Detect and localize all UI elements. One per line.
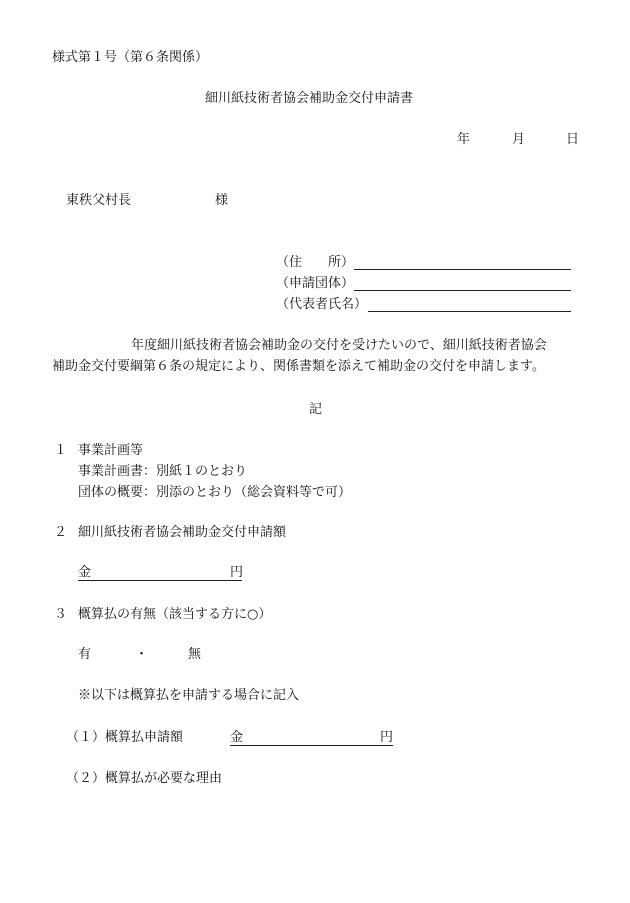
addressee-honorific: 様: [215, 193, 229, 208]
section-1-number: １: [54, 443, 68, 458]
section-2-amount-field[interactable]: [78, 580, 242, 581]
applicant-group-label: （申請団体）: [276, 276, 355, 291]
body-line-2: 補助金交付要綱第６条の規定により、関係書類を添えて補助金の交付を申請します。: [52, 359, 545, 374]
sub-2-label: （２）概算払が必要な理由: [66, 771, 223, 786]
section-1-item-1: 事業計画書：別紙１のとおり: [78, 464, 248, 479]
date-month-label: 月: [512, 132, 526, 147]
estimated-payment-note: ※以下は概算払を申請する場合に記入: [78, 688, 300, 703]
date-day-label: 日: [566, 132, 580, 147]
sub-1-amount-suffix: 円: [380, 730, 394, 745]
sub-1-label: （１）概算払申請額: [66, 730, 184, 745]
option-no[interactable]: 無: [188, 647, 202, 662]
section-2-title: 細川紙技術者協会補助金交付申請額: [78, 525, 287, 540]
option-yes[interactable]: 有: [78, 647, 92, 662]
addressee-name: 東秩父村長: [66, 193, 132, 208]
applicant-address-label: （住 所）: [276, 255, 355, 270]
sub-1-amount-field[interactable]: [230, 745, 393, 746]
date-year-label: 年: [457, 132, 471, 147]
applicant-rep-label: （代表者氏名）: [276, 297, 368, 312]
section-2-amount-suffix: 円: [230, 565, 244, 580]
applicant-rep-field[interactable]: [368, 311, 571, 312]
form-number: 様式第１号（第６条関係）: [52, 50, 209, 65]
section-1-item-2: 団体の概要：別添のとおり（総会資料等で可）: [78, 485, 352, 500]
body-line-1: 年度細川紙技術者協会補助金の交付を受けたいので、細川紙技術者協会: [131, 338, 547, 353]
ki-heading: 記: [309, 402, 323, 417]
option-separator: ・: [135, 647, 149, 662]
section-3-title: 概算払の有無（該当する方に○）: [78, 607, 272, 622]
applicant-group-field[interactable]: [354, 290, 571, 291]
document-title: 細川紙技術者協会補助金交付申請書: [205, 91, 414, 106]
section-1-title: 事業計画等: [78, 443, 144, 458]
section-2-number: ２: [54, 525, 68, 540]
section-3-number: ３: [54, 607, 68, 622]
sub-1-amount-prefix: 金: [230, 730, 244, 745]
applicant-address-field[interactable]: [354, 269, 571, 270]
section-2-amount-prefix: 金: [78, 565, 92, 580]
